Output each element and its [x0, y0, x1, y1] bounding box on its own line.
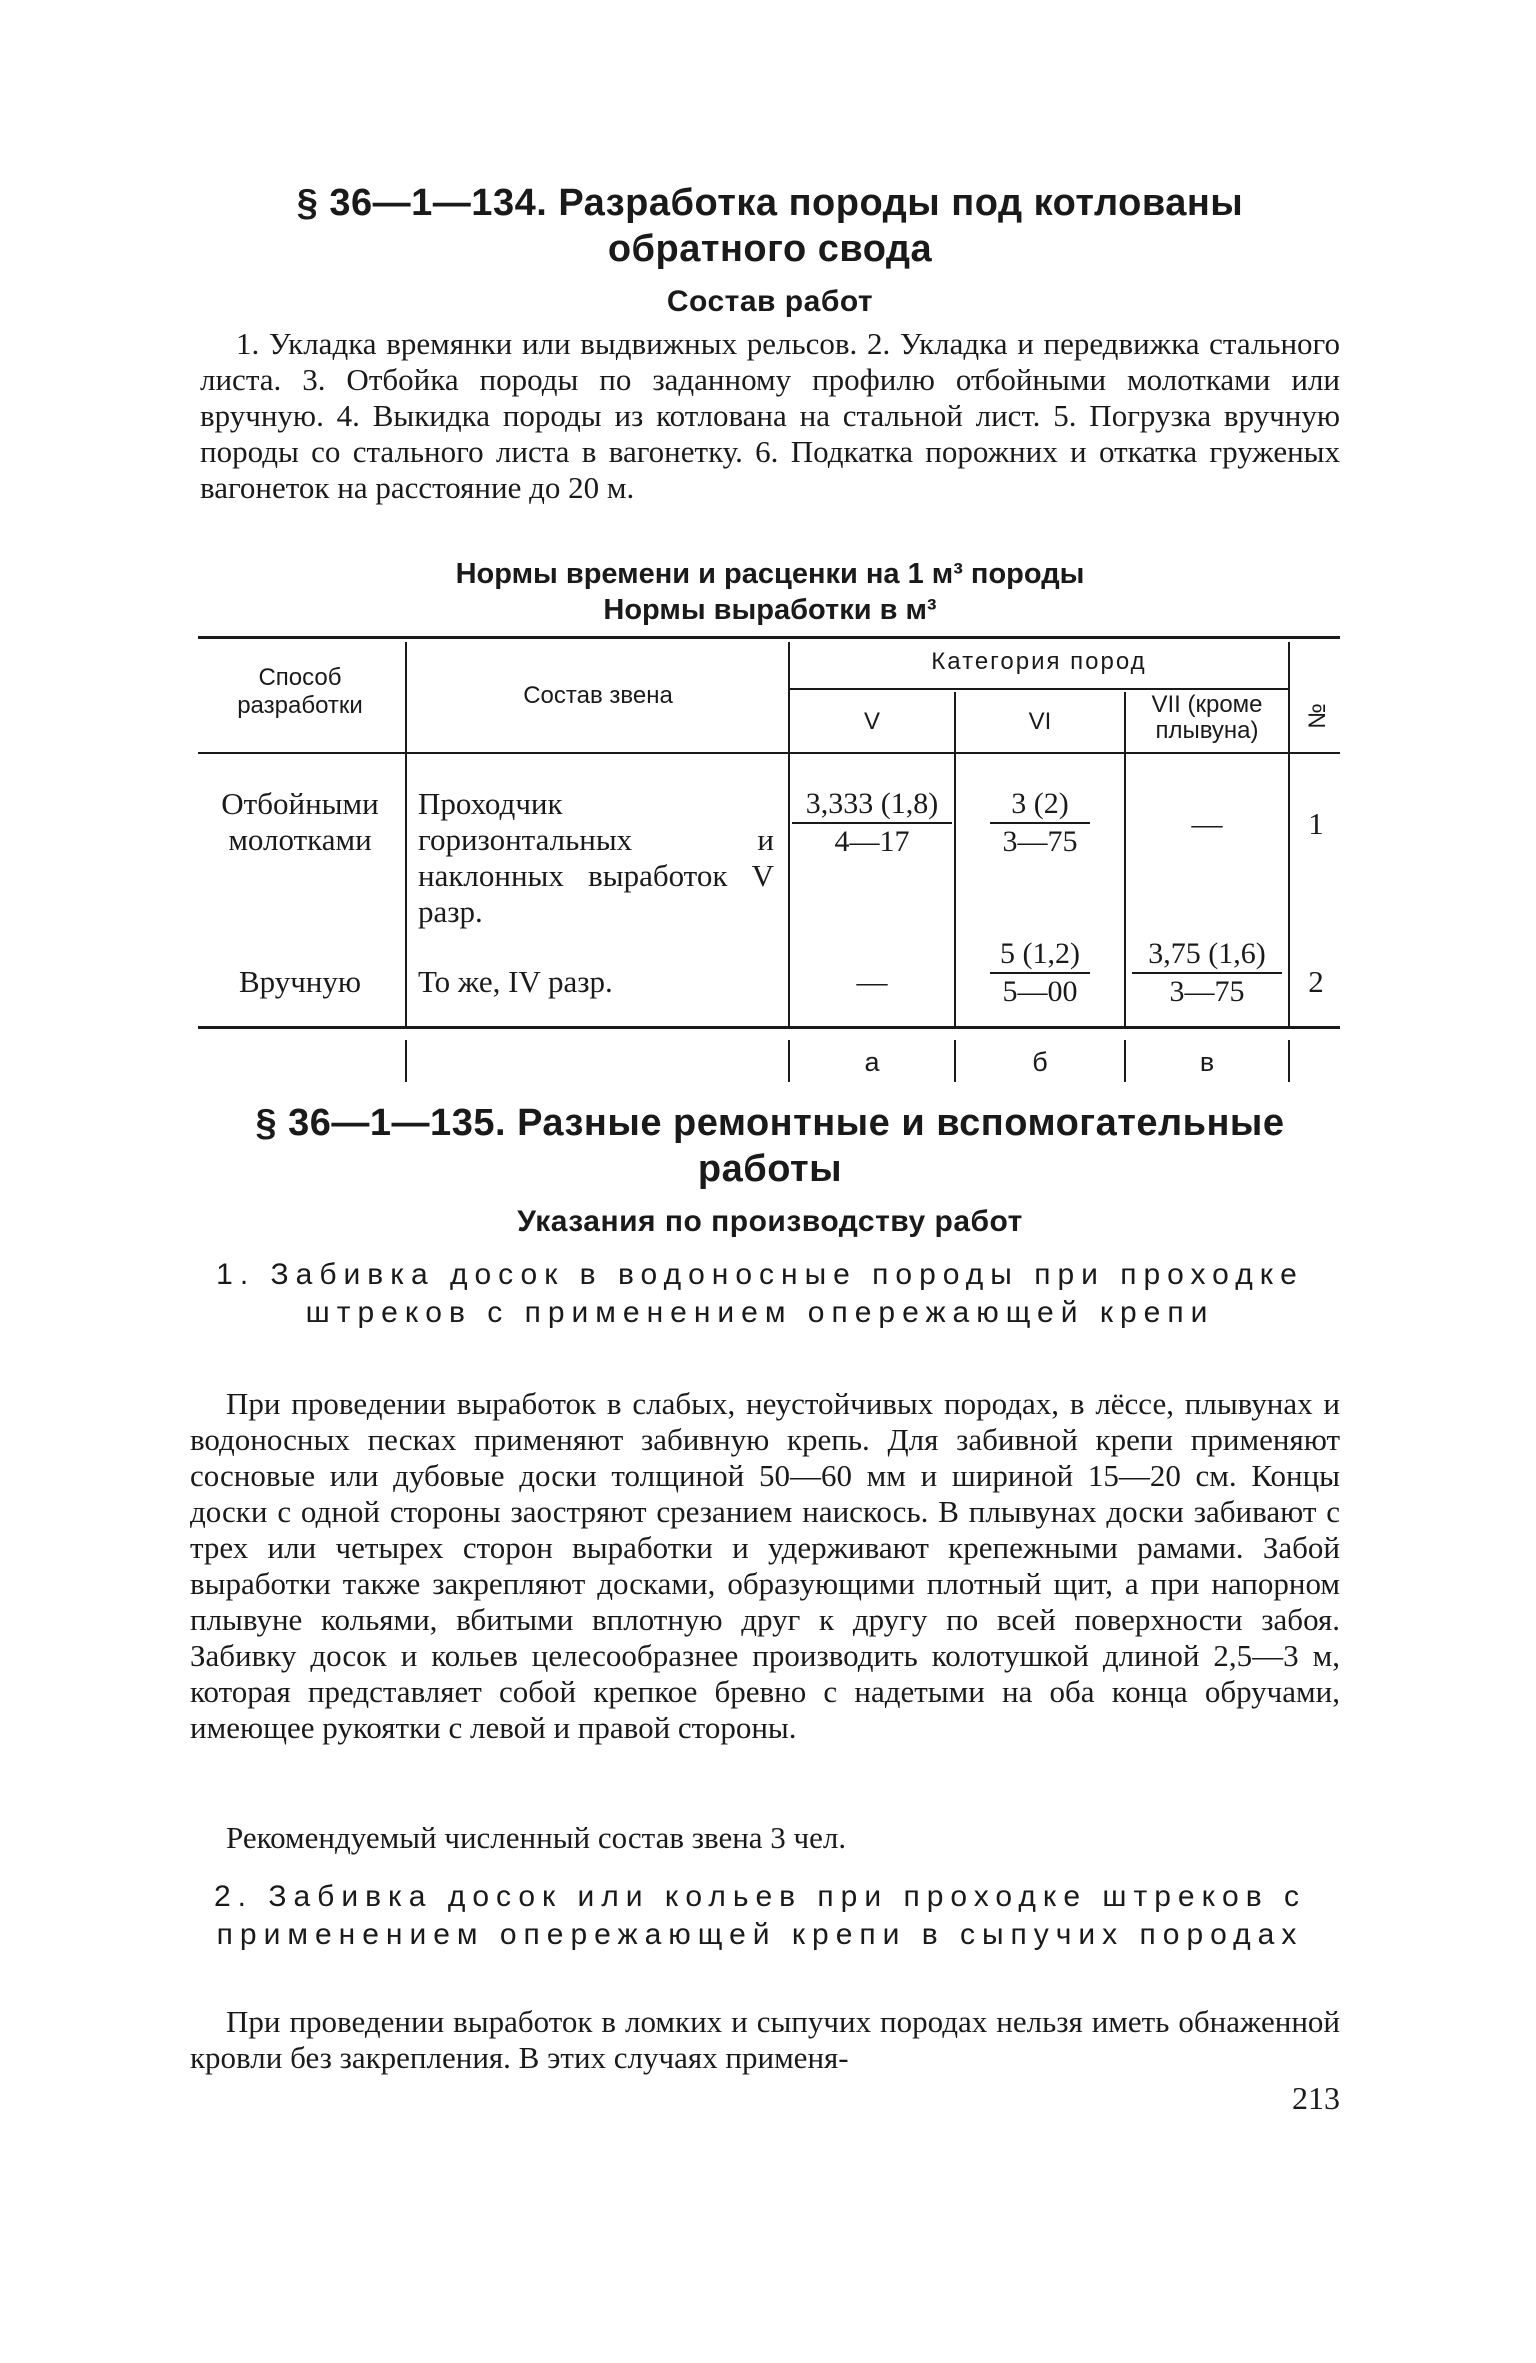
row1-v-numerator: 3,333 (1,8) [792, 786, 952, 824]
row1-v-denominator: 4—17 [834, 825, 910, 858]
table-caption-line1: Нормы времени и расценки на 1 м³ породы [455, 558, 1085, 590]
row2-vii-fraction [1132, 936, 1282, 1010]
header-category: Категория пород [931, 648, 1147, 675]
col-divider [405, 1040, 407, 1082]
item2-heading: 2. Забивка досок или кольев при проходке штреков с применением опережающей крепи в сыпучих породах [213, 1880, 1307, 1951]
col-divider [1288, 642, 1290, 1026]
row2-vii-numerator: 3,75 (1,6) [1132, 936, 1282, 974]
item1-heading: 1. Забивка досок в водоносные породы при проходке штреков с применением опережающей крепи [216, 1258, 1304, 1329]
table-caption-line2: Нормы выработки в м³ [603, 594, 937, 626]
row1-v-fraction [792, 786, 952, 860]
row2-method: Вручную [238, 964, 362, 999]
category-divider-rule [790, 688, 1290, 690]
column-mark-a: а [864, 1047, 880, 1077]
row1-method: Отбойными молотками [221, 786, 379, 857]
row2-vi-fraction [990, 936, 1090, 1010]
section2-subtitle: Указания по производству работ [517, 1205, 1023, 1238]
header-cat-v: V [863, 708, 880, 735]
header-crew: Состав звена [523, 682, 673, 709]
row1-vii: — [1191, 806, 1223, 841]
section-title-line1: § 36—1—134. Разработка породы под котлованы [296, 182, 1244, 224]
section2-title-line2: работы [697, 1148, 843, 1190]
row2-vii-denominator: 3—75 [1169, 975, 1245, 1008]
col-divider [788, 1040, 790, 1082]
header-cat-vii: VII (кроме плывуна) [1151, 691, 1263, 744]
col-divider [1288, 1040, 1290, 1082]
column-mark-v: в [1199, 1047, 1215, 1077]
section-subtitle: Состав работ [666, 285, 874, 318]
header-number: № [1304, 703, 1331, 729]
column-mark-b: б [1032, 1047, 1048, 1077]
table-top-rule [198, 636, 1340, 639]
header-bottom-rule [198, 752, 1340, 754]
row2-number: 2 [1308, 964, 1324, 999]
table-bottom-rule [198, 1026, 1340, 1029]
col-divider [954, 1040, 956, 1082]
row1-vi-numerator: 3 (2) [990, 786, 1090, 824]
section-title-line2: обратного свода [607, 228, 933, 270]
row2-vi-numerator: 5 (1,2) [990, 936, 1090, 974]
col-divider [1124, 692, 1126, 1026]
col-divider [788, 642, 790, 1026]
work-composition-text: 1. Укладка времянки или выдвижных рельсов. 2. Укладка и передвижка стального листа. 3. Отбойка породы по заданному профилю отбойными молотками или вручную. 4. Выкидка породы из котлована на стальной лист. 5. Погрузка вручную породы со стального листа в вагонетку. 6. Подкатка порожних и откатка груженых вагонеток на расстояние до 20 м. [200, 326, 1340, 505]
item1-body: При проведении выработок в слабых, неустойчивых породах, в лёссе, плывунах и водоносных песках применяют забивную крепь. Для забивной крепи применяют сосновые или дубовые доски толщиной 50—60 мм и шириной 15—20 см. Концы доски с одной стороны заостряют срезанием наискось. В плывунах доски забивают с трех или четырех сторон выработки и удерживают крепежными рамами. Забой выработки также закрепляют досками, образующими плотный щит, а при напорном плывуне кольями, вбитыми вплотную друг к другу по всей поверхности забоя. Забивку досок и кольев целесообразнее производить колотушкой длиной 2,5—3 м, которая представляет собой крепкое бревно с надетыми на оба конца обручами, имеющее рукоятки с левой и правой стороны. [190, 1386, 1340, 1745]
header-cat-vi: VI [1028, 708, 1052, 735]
col-divider [954, 692, 956, 1026]
row2-v: — [856, 964, 888, 999]
row1-vi-fraction [990, 786, 1090, 860]
row2-crew: То же, IV разр. [418, 964, 613, 999]
header-method: Способ разработки [237, 664, 363, 719]
row1-vi-denominator: 3—75 [1002, 825, 1078, 858]
col-divider [405, 642, 407, 1026]
row2-vi-denominator: 5—00 [1002, 975, 1078, 1008]
section2-title-line1: § 36—1—135. Разные ремонтные и вспомогательные [255, 1102, 1285, 1144]
col-divider [1124, 1040, 1126, 1082]
item2-body: При проведении выработок в ломких и сыпучих породах нельзя иметь обнаженной кровли без закрепления. В этих случаях применя- [190, 2004, 1340, 2075]
item1-crew-note: Рекомендуемый численный состав звена 3 чел. [226, 1820, 847, 1855]
norms-table [0, 0, 1536, 1100]
page-number: 213 [1292, 2080, 1340, 2116]
row1-number: 1 [1308, 806, 1324, 841]
row1-crew: Проходчик горизонтальных и наклонных выработок V разр. [418, 786, 774, 929]
